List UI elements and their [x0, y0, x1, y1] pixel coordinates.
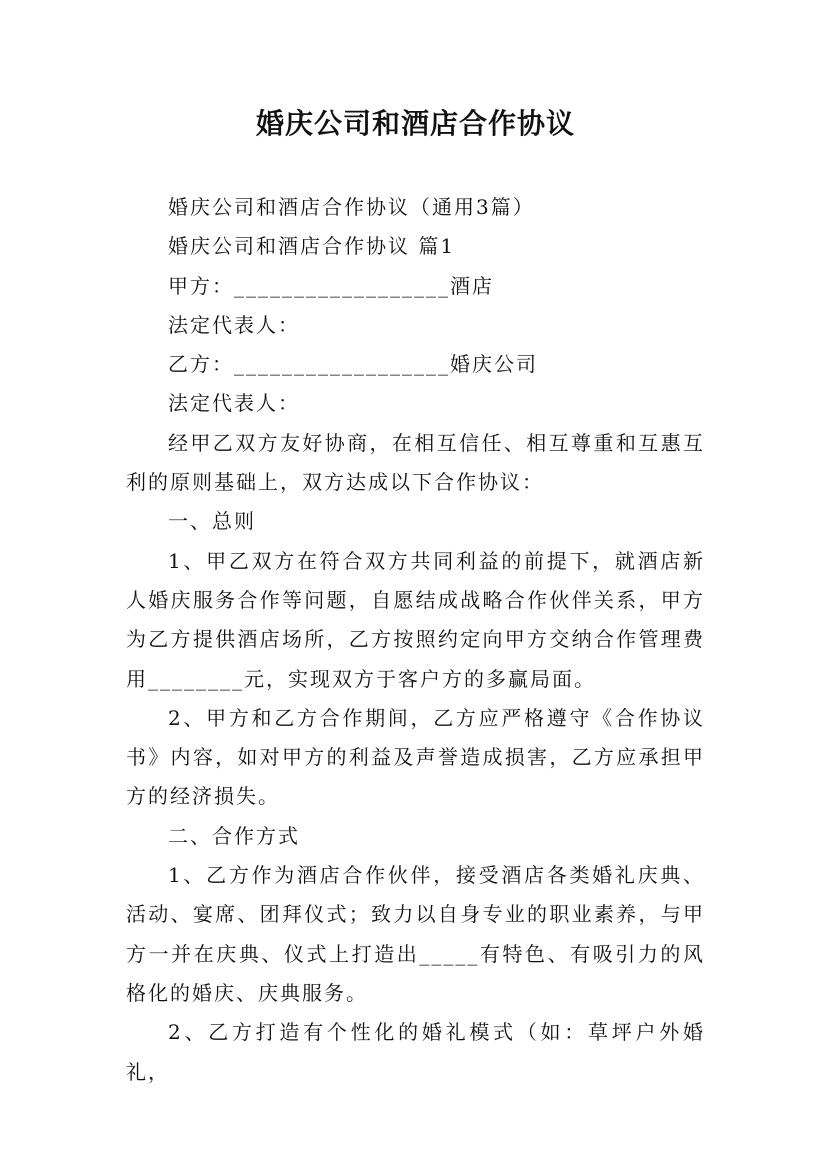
- paragraph-general-clause-2: 2、甲方和乙方合作期间，乙方应严格遵守《合作协议书》内容，如对甲方的利益及声誉造成损害，乙方应承担甲方的经济损失。: [126, 705, 705, 809]
- paragraph-party-a: 甲方：__________________酒店: [168, 273, 494, 298]
- paragraph-general-clause-1: 1、甲乙双方在符合双方共同利益的前提下，就酒店新人婚庆服务合作等问题，自愿结成战略合作伙伴关系，甲方为乙方提供酒店场所，乙方按照约定向甲方交纳合作管理费用________元，实现双方于客户方的多赢局面。: [126, 548, 705, 691]
- document-body: [126, 188, 705, 1092]
- paragraph-collection-title: 婚庆公司和酒店合作协议（通用3篇）: [168, 195, 535, 219]
- paragraph-section-cooperation-mode: 二、合作方式: [168, 823, 300, 848]
- paragraph-preamble: 经甲乙双方友好协商，在相互信任、相互尊重和互惠互利的原则基础上，双方达成以下合作协议：: [126, 430, 705, 495]
- document-title: 婚庆公司和酒店合作协议: [255, 107, 575, 140]
- paragraph-party-b: 乙方：__________________婚庆公司: [168, 352, 538, 377]
- paragraph-article-heading: 婚庆公司和酒店合作协议 篇1: [168, 234, 456, 259]
- paragraph-cooperation-clause-2: 2、乙方打造有个性化的婚礼模式（如：草坪户外婚礼，: [126, 1020, 705, 1084]
- paragraph-party-a-representative: 法定代表人：: [168, 312, 300, 337]
- paragraph-cooperation-clause-1: 1、乙方作为酒店合作伙伴，接受酒店各类婚礼庆典、活动、宴席、团拜仪式；致力以自身专业的职业素养，与甲方一并在庆典、仪式上打造出_____有特色、有吸引力的风格化的婚庆、庆典服务。: [126, 863, 705, 1005]
- paragraph-section-general: 一、总则: [168, 509, 256, 534]
- paragraph-party-b-representative: 法定代表人：: [168, 391, 300, 416]
